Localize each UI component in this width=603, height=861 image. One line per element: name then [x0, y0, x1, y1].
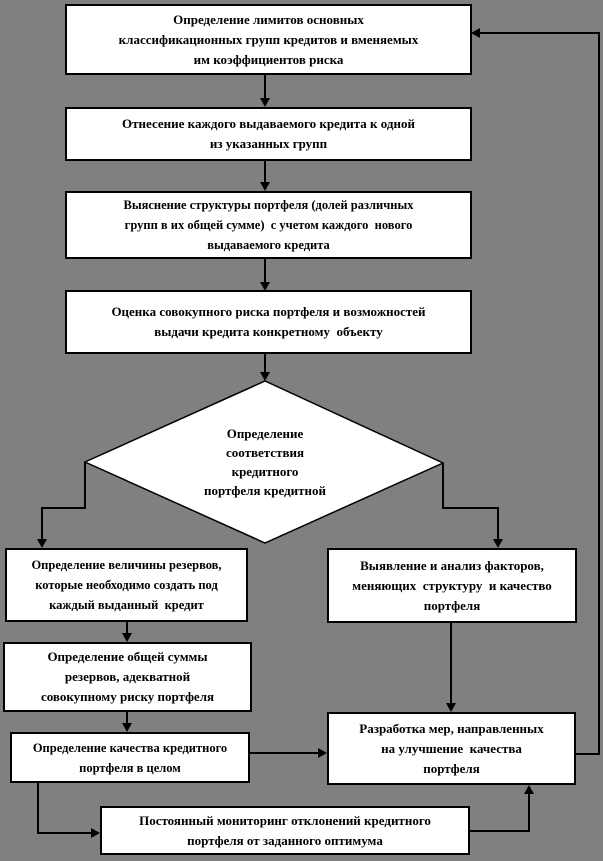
flowchart-node-decision [154, 424, 376, 500]
connector-decision-left-v1 [84, 462, 86, 509]
flowchart-node-reserves [5, 548, 248, 622]
node-text-line: соответствия [225, 445, 305, 460]
node-text-line: кредитного [231, 464, 299, 479]
connector-decision-left-h [41, 507, 86, 509]
connector-monitoring-measures-v [528, 793, 530, 832]
node-text-line: Постоянный мониторинг отклонений кредитного [139, 812, 431, 828]
node-text-line: совокупному риску портфеля [40, 689, 215, 704]
arrowhead-down [260, 372, 270, 381]
flowchart-node-factors [327, 548, 577, 623]
flowchart-node-measures [327, 712, 576, 785]
arrowhead-down [122, 633, 132, 642]
node-text-line: из указанных групп [209, 136, 328, 151]
arrowhead-right [318, 748, 327, 758]
connector-factors-measures-line [450, 623, 452, 705]
node-text-line: Определение общей суммы [47, 649, 208, 664]
arrowhead-down [493, 539, 503, 548]
flowchart-node-monitoring [100, 806, 470, 855]
node-text-line: Выяснение структуры портфеля (долей различных [123, 198, 414, 212]
node-text-line: портфеля от заданного оптимума [187, 832, 383, 848]
node-text-line: портфеля в целом [79, 760, 181, 775]
connector-decision-right-v2 [497, 507, 499, 540]
arrowhead-down [446, 703, 456, 712]
node-text-line: выдачи кредита конкретному объекту [154, 324, 383, 339]
node-text-line: Разработка мер, направленных [359, 720, 544, 736]
arrowhead-down [260, 282, 270, 291]
node-text-line: меняющих структуру и качество [352, 577, 552, 593]
node-text-line: групп в их общей сумме) с учетом каждого нового [124, 218, 413, 232]
node-text-line: им коэффициентов риска [193, 51, 344, 67]
arrowhead-up [524, 785, 534, 794]
node-text-line: портфеля [423, 597, 481, 613]
node-text-line: Выявление и анализ факторов, [360, 557, 544, 573]
connector-quality-monitoring-v [37, 783, 39, 834]
flowchart-node-total-reserves [3, 642, 252, 712]
node-text-line: выдаваемого кредита [207, 238, 330, 252]
connector-decision-right-h [442, 507, 499, 509]
connector-assign-structure-line [264, 161, 266, 183]
connector-quality-monitoring-h [37, 832, 92, 834]
flowchart-node-limits [65, 4, 472, 75]
arrowhead-down [260, 182, 270, 191]
connector-limits-assign-line [264, 75, 266, 100]
connector-quality-measures-line [250, 752, 319, 754]
node-text-line: Определение лимитов основных [173, 11, 364, 27]
flowchart-node-structure [65, 191, 472, 259]
connector-monitoring-measures-h [470, 830, 530, 832]
node-text-line: портфеля кредитной [203, 483, 327, 498]
node-text-line: Определение [226, 426, 304, 441]
arrowhead-down [37, 539, 47, 548]
node-text-line: Оценка совокупного риска портфеля и возможностей [111, 304, 426, 319]
arrowhead-down [260, 98, 270, 107]
node-text-line: портфеля [423, 760, 480, 776]
node-text-line: Определение величины резервов, [31, 558, 222, 572]
connector-measures-limits-h-top [480, 32, 600, 34]
connector-decision-right-v1 [442, 463, 444, 509]
node-text-line: резервов, адекватной [64, 669, 191, 684]
node-text-line: Определение качества кредитного [32, 740, 228, 755]
node-text-line: которые необходимо создать под [35, 578, 218, 592]
connector-risk-decision-line [264, 354, 266, 374]
connector-structure-risk-line [264, 259, 266, 283]
arrowhead-right [91, 828, 100, 838]
flowchart-node-quality [10, 732, 250, 783]
flowchart-node-assign [65, 107, 472, 161]
connector-measures-limits-h-bottom [576, 753, 600, 755]
arrowhead-left [471, 28, 480, 38]
node-text-line: на улучшение качества [381, 740, 522, 756]
connector-measures-limits-v [598, 32, 600, 755]
arrowhead-down [122, 723, 132, 732]
node-text-line: каждый выданный кредит [49, 598, 204, 612]
node-text-line: классификационных групп кредитов и вменяемых [118, 31, 419, 47]
flowchart-node-risk [65, 290, 472, 354]
connector-decision-left-v2 [41, 507, 43, 540]
node-text-line: Отнесение каждого выдаваемого кредита к одной [122, 116, 415, 131]
